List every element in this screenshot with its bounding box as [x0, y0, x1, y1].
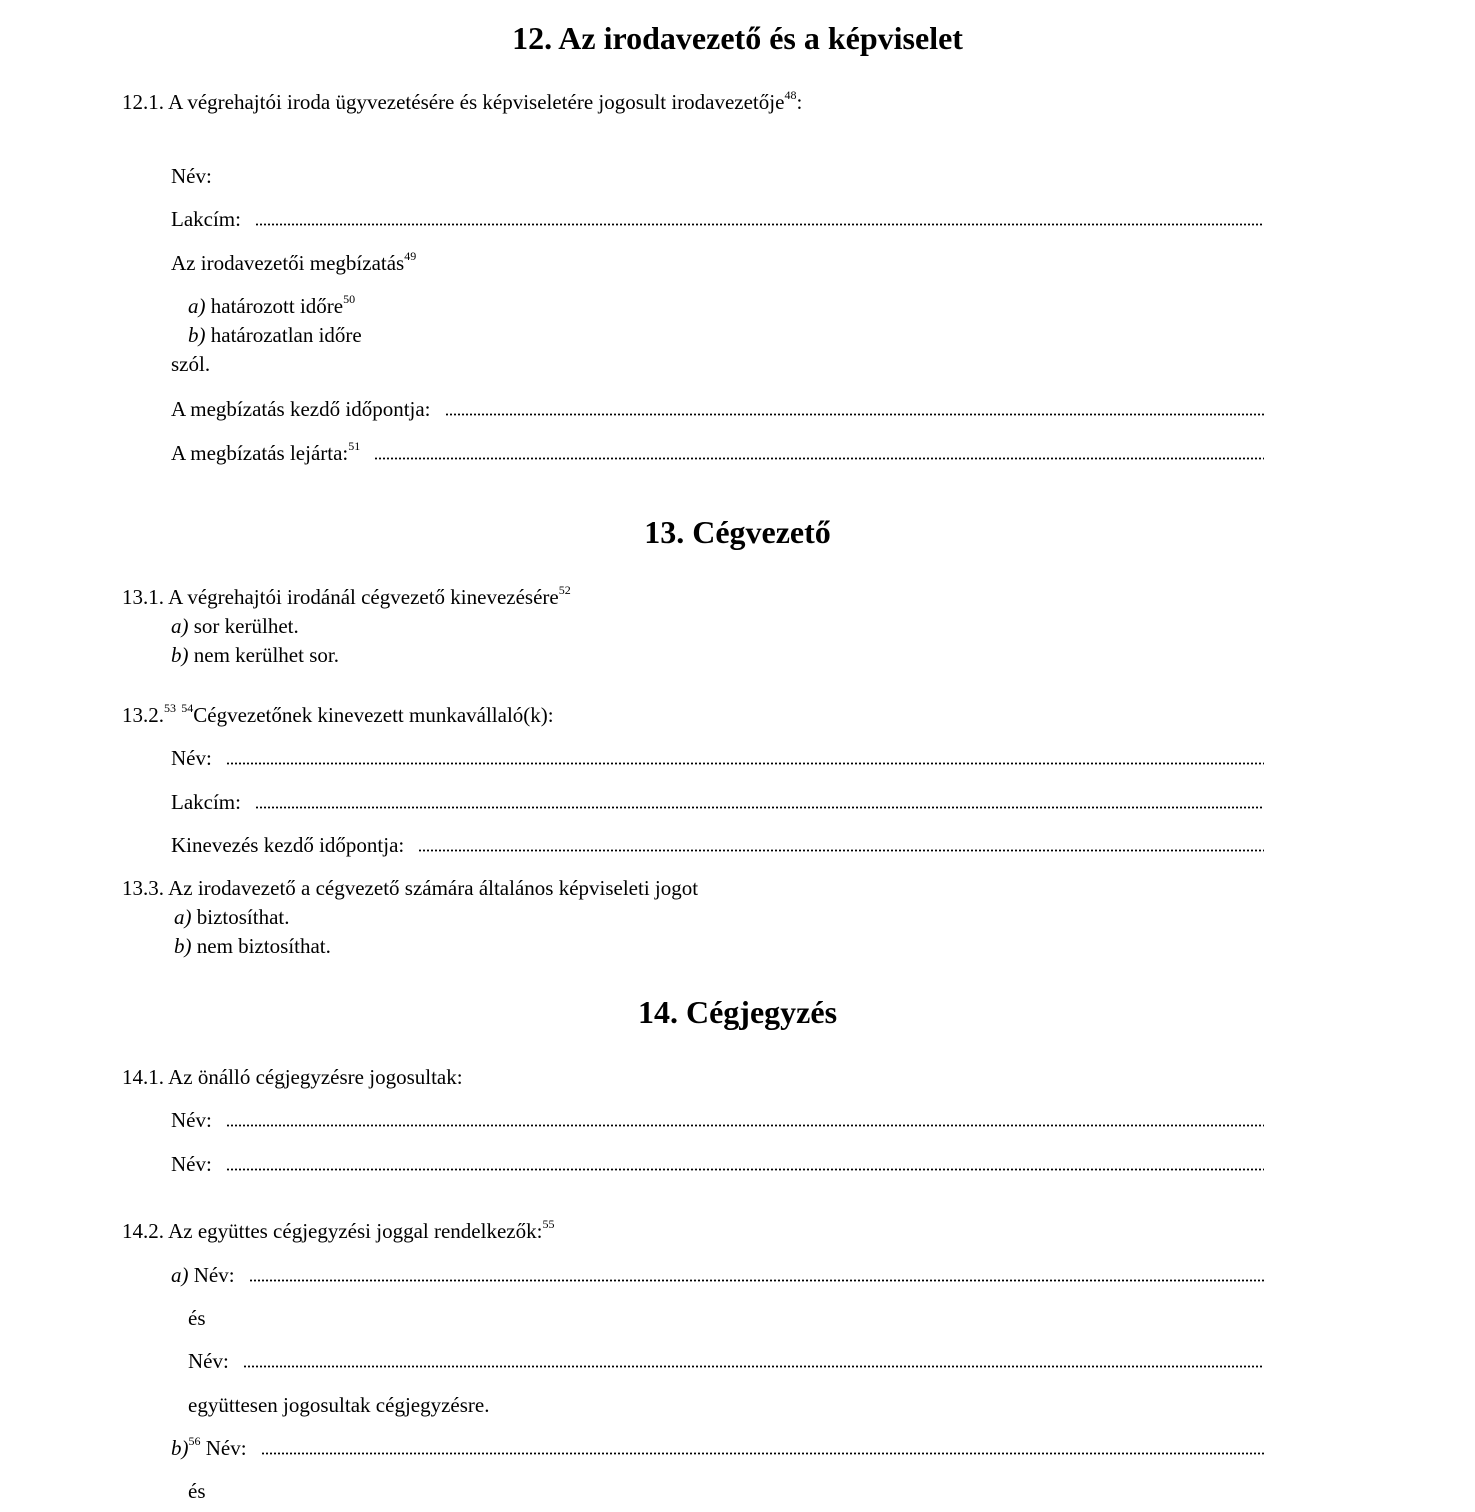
appointment-start-field[interactable] [171, 835, 1264, 856]
jointly-entitled-text: együttesen jogosultak cégjegyzésre. [188, 1393, 490, 1417]
dotted-fill-line [226, 1168, 1264, 1171]
option-b-text: nem biztosíthat. [196, 934, 331, 958]
joint-a-second-label: Név: [188, 1349, 229, 1373]
and-label-1: és [188, 1306, 206, 1330]
footnote-ref-50[interactable]: 50 [343, 292, 356, 306]
footnote-ref-49[interactable]: 49 [404, 249, 417, 263]
manager-name-label: Név: [171, 746, 212, 770]
footnote-ref-56[interactable]: 56 [188, 1434, 201, 1448]
manager-address-field[interactable] [171, 792, 1264, 813]
footnote-ref-53[interactable]: 53 [164, 701, 176, 715]
leader-address-label: Lakcím: [171, 207, 241, 231]
joint-a-second-name-field[interactable] [188, 1351, 1264, 1372]
joint-a-name-field[interactable] [171, 1265, 1264, 1286]
mandate-end-label: A megbízatás lejárta:$^{51}$ [171, 439, 361, 465]
dotted-fill-line [226, 1124, 1264, 1127]
dotted-fill-line [255, 806, 1264, 809]
joint-a-label: a) Név: [171, 1263, 235, 1287]
paragraph-13-3-option-b[interactable] [174, 936, 331, 957]
manager-name-field[interactable] [171, 748, 1264, 769]
dotted-fill-line [226, 762, 1264, 765]
option-a-mark: a) [188, 294, 206, 318]
leader-name-label: Név: [171, 164, 212, 188]
signatory-name-label: Név: [171, 1152, 212, 1176]
option-b-mark: b) [174, 934, 192, 958]
dotted-fill-line [374, 457, 1264, 460]
manager-address-label: Lakcím: [171, 790, 241, 814]
paragraph-13-1-option-b[interactable] [171, 645, 339, 666]
option-a-text: sor kerülhet. [193, 614, 299, 638]
section-13-title: 13. Cégvezető [644, 514, 831, 550]
footnote-ref-52[interactable]: 52 [558, 583, 571, 597]
footnote-ref-51[interactable]: 51 [348, 439, 361, 453]
section-12-title: 12. Az irodavezető és a képviselet [512, 20, 963, 56]
footnote-ref-54[interactable]: 54 [181, 701, 194, 715]
paragraph-14-1: 14.1. Az önálló cégjegyzésre jogosultak: [122, 1065, 463, 1089]
mandate-szol: szól. [171, 352, 211, 376]
paragraph-12-1-text: 12.1. A végrehajtói iroda ügyvezetésére és képviseletére jogosult irodavezetője [122, 90, 785, 114]
paragraph-13-2-text: Cégvezetőnek kinevezett munkavállaló(k): [193, 703, 554, 727]
dotted-fill-line [261, 1452, 1264, 1455]
paragraph-14-2-text: 14.2. Az együttes cégjegyzési joggal rendelkezők: [122, 1219, 543, 1243]
footnote-ref-48[interactable]: 48 [784, 88, 797, 102]
mandate-text: Az irodavezetői megbízatás [171, 251, 405, 275]
option-b-text: határozatlan időre [210, 323, 362, 347]
option-a-mark: a) [171, 614, 189, 638]
paragraph-13-2-number: 13.2. [122, 703, 164, 727]
paragraph-13-1-text: 13.1. A végrehajtói irodánál cégvezető kinevezésére [122, 585, 559, 609]
paragraph-13-1-option-a[interactable] [171, 616, 299, 637]
signatory-name-field-2[interactable] [171, 1154, 1264, 1175]
option-b-mark: b) [188, 323, 206, 347]
option-a-text: biztosíthat. [196, 905, 290, 929]
option-b-text: nem kerülhet sor. [193, 643, 339, 667]
mandate-start-field[interactable] [171, 399, 1264, 420]
mandate-option-b[interactable] [188, 325, 362, 346]
mandate-start-label: A megbízatás kezdő időpontja: [171, 397, 431, 421]
mandate-option-a[interactable] [188, 292, 356, 318]
mandate-end-field[interactable] [171, 439, 1264, 465]
option-a-mark: a) [171, 1263, 189, 1287]
paragraph-14-2 [122, 1217, 555, 1243]
option-b-mark: b) [171, 643, 189, 667]
joint-b-name-field[interactable] [171, 1434, 1264, 1460]
section-14-title: 14. Cégjegyzés [637, 994, 838, 1030]
and-label-2: és [188, 1479, 206, 1503]
dotted-fill-line [418, 849, 1264, 852]
option-b-mark: b) [171, 1436, 189, 1460]
footnote-ref-55[interactable]: 55 [542, 1217, 555, 1231]
dotted-fill-line [255, 223, 1264, 226]
appointment-start-label: Kinevezés kezdő időpontja: [171, 833, 405, 857]
paragraph-13-3-option-a[interactable] [174, 907, 290, 928]
joint-b-label: b)$^{56}$ Név: [171, 1434, 247, 1460]
paragraph-13-3: 13.3. Az irodavezető a cégvezető számára általános képviseleti jogot [122, 876, 699, 900]
colon: : [796, 90, 803, 114]
option-a-mark: a) [174, 905, 192, 929]
paragraph-12-1 [122, 88, 803, 114]
signatory-name-label: Név: [171, 1108, 212, 1132]
mandate-label [171, 249, 417, 275]
dotted-fill-line [243, 1365, 1264, 1368]
paragraph-13-2 [122, 701, 554, 727]
signatory-name-field-1[interactable] [171, 1110, 1264, 1131]
option-a-text: határozott időre [210, 294, 344, 318]
paragraph-13-1 [122, 583, 571, 609]
dotted-fill-line [445, 413, 1264, 416]
dotted-fill-line [249, 1279, 1264, 1282]
leader-address-field[interactable] [171, 209, 1264, 230]
